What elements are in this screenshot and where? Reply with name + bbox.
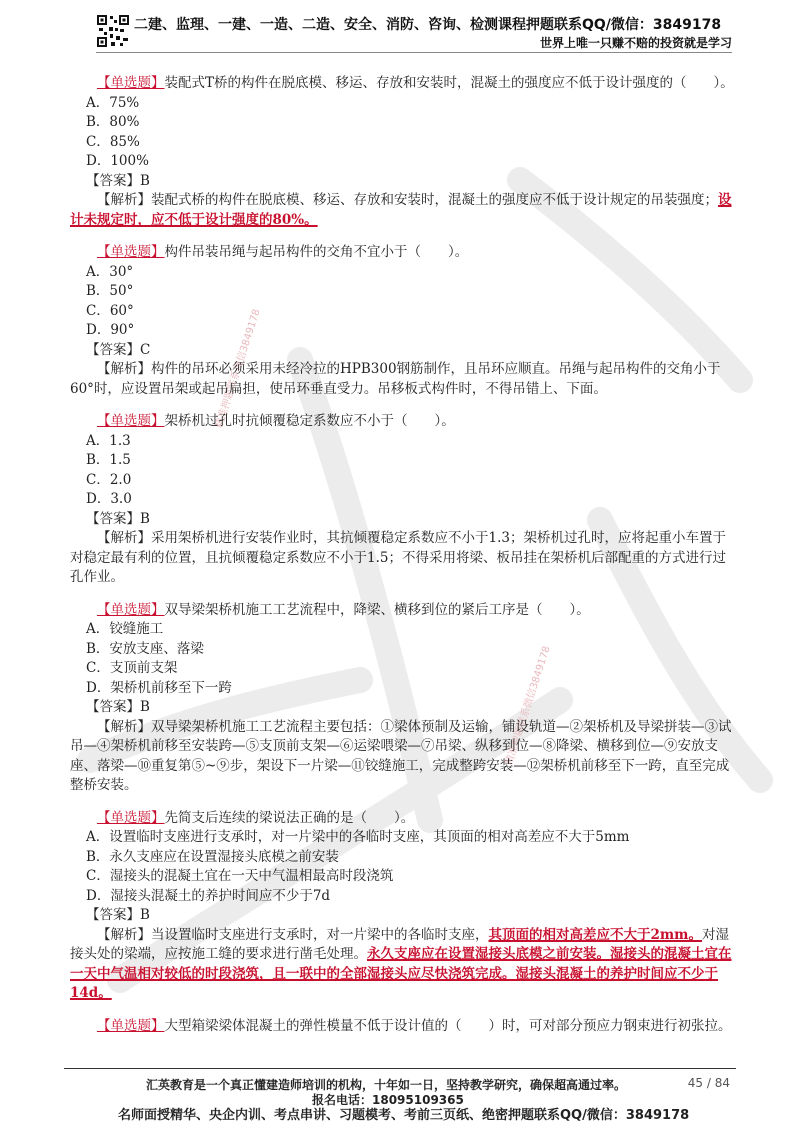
question-list [70,74,738,1049]
footer-slogan: 汇英教育是一个真正懂建造师培训的机构，十年如一日，坚持教学研究，确保超高通过率。 [146,1078,627,1092]
analysis: 【解析】采用架桥机进行安装作业时，其抗倾覆稳定系数应不小于1.3；架桥机过孔时，应将起重小车置于对稳定最有利的位置，且抗倾覆稳定系数应不小于1.5；不得采用将梁、板吊挂在架桥机后部配重的方式进行过孔作业。 [70,530,726,585]
question-stem: 装配式T桥的构件在脱底模、移运、存放和安装时，混凝土的强度应不低于设计强度的（ ）。 [164,75,734,91]
analysis: 【解析】构件的吊环必须采用未经冷拉的HPB300钢筋制作，且吊环应顺直。吊绳与起吊构件的交角小于60°时，应设置吊架或起吊扁担，使吊环垂直受力。吊移板式构件时，不得吊错上、下面。 [70,361,721,397]
option: D．90° [86,322,135,338]
question-type-tag: 【单选题】 [97,809,165,826]
option: C．支顶前支架 [86,660,178,676]
option: D．100% [86,153,149,169]
option: C．2.0 [86,471,132,488]
question-2 [70,243,738,399]
question-6 [70,1017,738,1037]
option: B．80% [86,114,140,130]
footer-phone: 报名电话：18095109365 [312,1093,464,1107]
question-type-tag: 【单选题】 [97,75,165,91]
question-stem: 架桥机过孔时抗倾覆稳定系数应不小于（ ）。 [164,413,455,429]
analysis-highlight: 湿接头的混凝土宜在一天中气温相对较低的时段浇筑，且一联中的全部湿接头应尽快浇筑完成。 [70,946,732,982]
header-divider [96,52,732,53]
analysis: 【解析】双导梁架桥机施工工艺流程主要包括：①梁体预制及运输，铺设轨道—②架桥机及导梁拼装—③试吊—④架桥机前移至安装跨—⑤支顶前支架—⑥运梁喂梁—⑦吊梁、纵移到位—⑧降梁、横移到位—⑨安放支座、落梁—⑩重复第⑤~⑨步，架设下一片梁—⑪铰缝施工，完成整跨安装—⑫架桥机前移至下一跨，直至完成整桥安装。 [70,718,732,793]
header-slogan: 世界上唯一只赚不赔的投资就是学习 [539,36,732,50]
option: A．75% [86,94,140,111]
option: A．1.3 [86,432,131,449]
question-stem: 双导梁架桥机施工工艺流程中，降梁、横移到位的紧后工序是（ ）。 [164,601,590,618]
question-3 [70,412,738,588]
option: D．架桥机前移至下一跨 [86,679,232,696]
option: C．85% [86,133,140,150]
analysis-highlight: 湿接头混凝土的养护时间应不少于14d。 [70,965,718,1001]
analysis: 【解析】装配式桥的构件在脱底模、移运、存放和安装时，混凝土的强度应不低于设计规定的吊装强度；设计未规定时，应不低于设计强度的80%。 [70,192,732,228]
option: D．湿接头混凝土的养护时间应不少于7d [86,887,331,904]
option: A．设置临时支座进行支承时，对一片梁中的各临时支座，其顶面的相对高差应不大于5mm [86,829,630,845]
watermark-stamp: 精准押题联系微信3849178 [213,307,263,430]
question-type-tag: 【单选题】 [97,244,165,260]
question-4 [70,601,738,796]
option: B．50° [86,283,134,299]
watermark-stamp: 精准押题联系微信3849178 [503,644,553,767]
page-number: 45 / 84 [687,1076,730,1090]
answer: 【答案】B [86,172,150,189]
question-stem: 构件吊装吊绳与起吊构件的交角不宜小于（ ）。 [164,244,469,260]
analysis-highlight: 设计未规定时，应不低于设计强度的80%。 [70,192,732,228]
answer: 【答案】B [86,907,150,923]
footer-divider [64,1068,736,1069]
analysis-highlight: 其顶面的相对高差应不大于2mm。 [488,926,702,943]
option: B．永久支座应在设置湿接头底模之前安装 [86,848,339,865]
question-5 [70,809,738,1004]
question-type-tag: 【单选题】 [97,601,165,618]
question-1 [70,74,738,230]
answer: 【答案】B [86,510,150,527]
answer: 【答案】B [86,699,150,715]
question-stem: 先简支后连续的梁说法正确的是（ ）。 [164,809,415,826]
answer: 【答案】C [86,341,151,358]
option: A．30° [86,263,134,280]
analysis: 【解析】当设置临时支座进行支承时，对一片梁中的各临时支座，其顶面的相对高差应不大于2mm。对湿接头处的梁端，应按施工缝的要求进行凿毛处理。永久支座应在设置湿接头底模之前安装。湿接头的混凝土宜在一天中气温相对较低的时段浇筑，且一联中的全部湿接头应尽快浇筑完成。湿接头混凝土的养护时间应不少于14d。 [70,926,732,1001]
header-contact-line: 二建、监理、一建、一造、二造、安全、消防、咨询、检测课程押题联系QQ/微信：3849178 [134,17,722,33]
option: B．安放支座、落梁 [86,640,204,657]
option: C．湿接头的混凝土宜在一天中气温相最高时段浇筑 [86,868,394,884]
analysis-highlight: 永久支座应在设置湿接头底模之前安装。 [367,946,610,962]
question-stem: 大型箱梁梁体混凝土的弹性模量不低于设计值的（ ）时，可对部分预应力钢束进行初张拉。 [164,1017,732,1034]
question-type-tag: 【单选题】 [97,413,165,429]
qr-code-icon [96,14,130,48]
option: B．1.5 [86,452,131,468]
footer-contact-line: 名师面授精华、央企内训、考点串讲、习题模考、考前三页纸、绝密押题联系QQ/微信：3849178 [118,1108,690,1123]
option: D．3.0 [86,491,132,507]
question-type-tag: 【单选题】 [97,1017,165,1034]
option: A．铰缝施工 [86,621,164,637]
option: C．60° [86,302,134,319]
